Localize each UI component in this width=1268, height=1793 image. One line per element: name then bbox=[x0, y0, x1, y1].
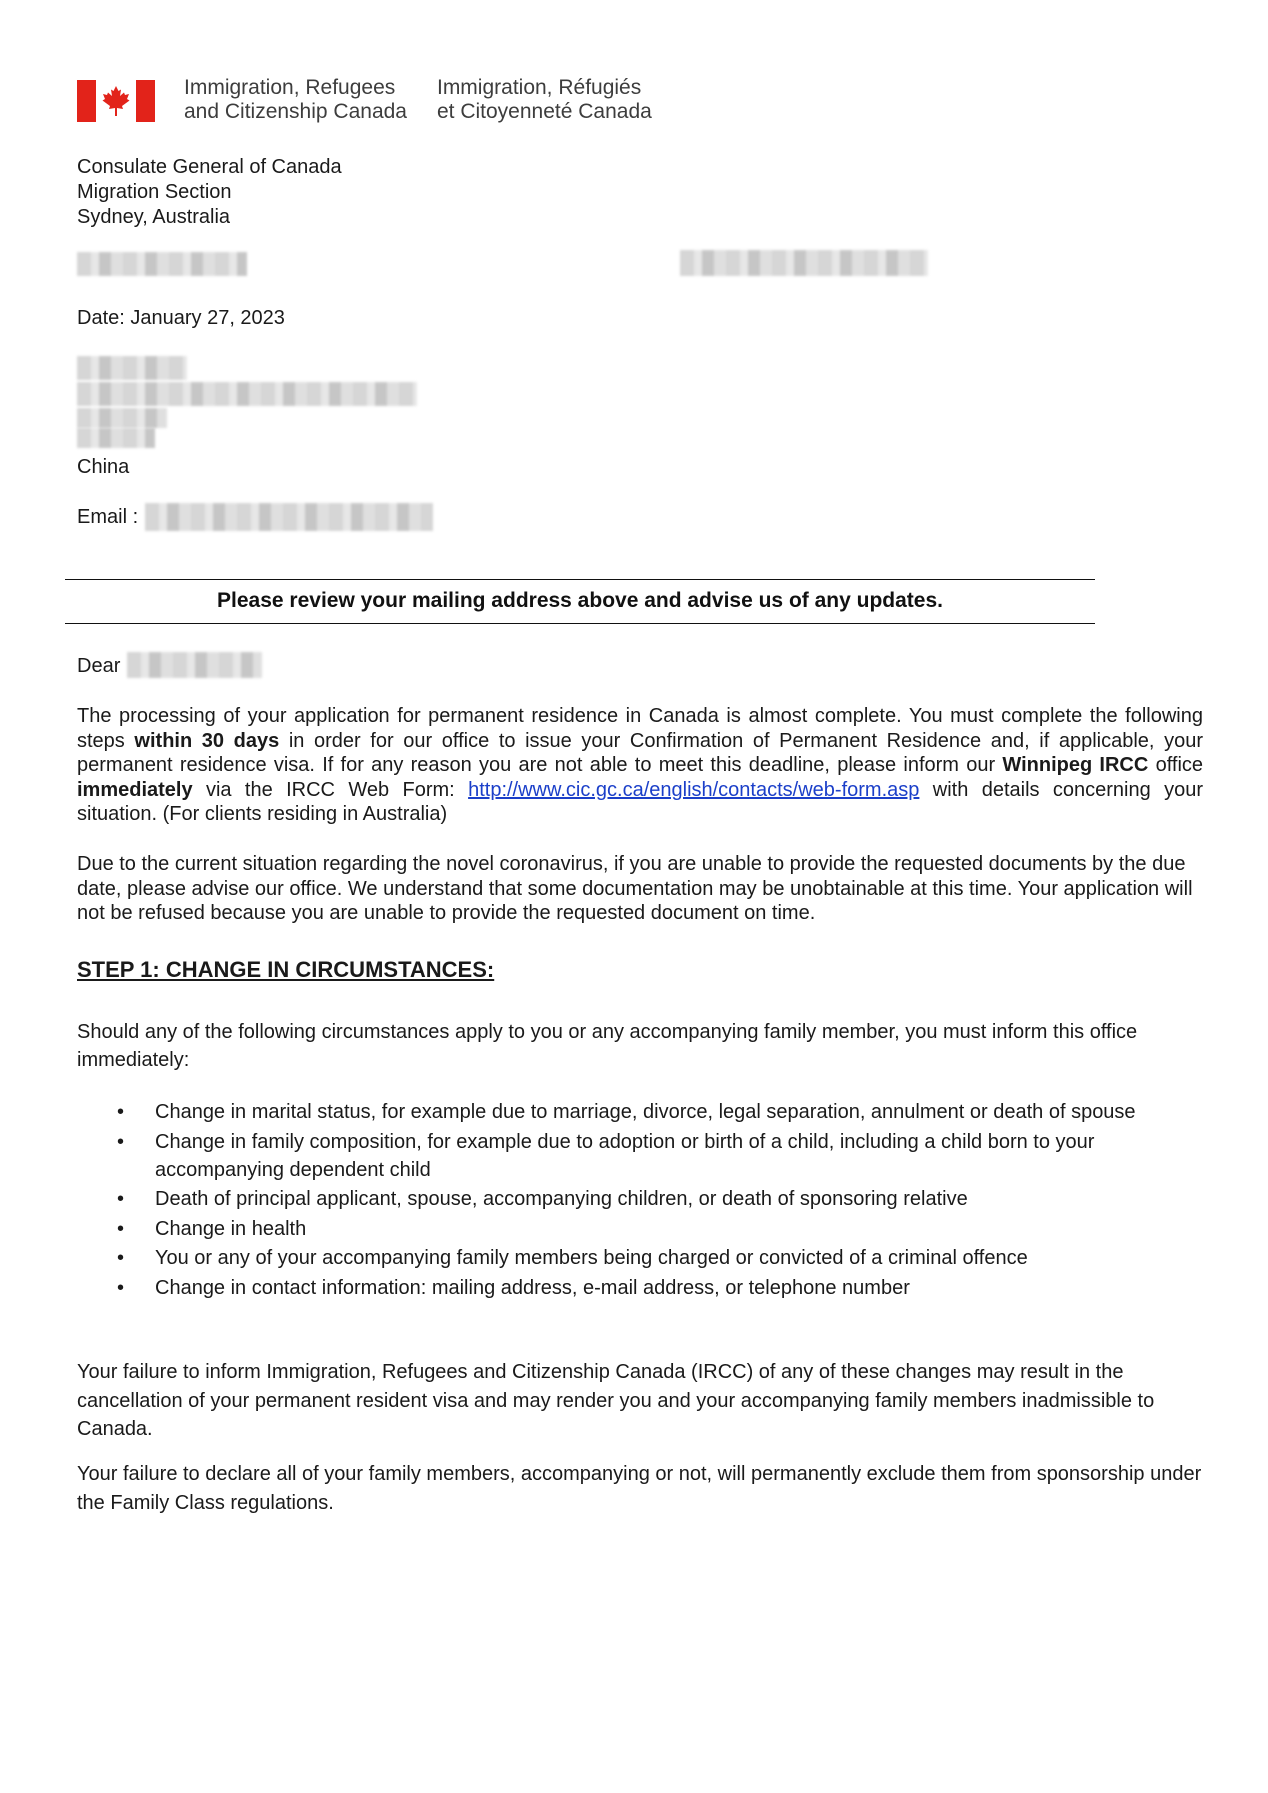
redacted-recipient-address bbox=[77, 382, 417, 406]
redacted-recipient-city bbox=[77, 408, 167, 428]
redacted-recipient-email bbox=[145, 503, 433, 531]
department-name-english: Immigration, Refugees and Citizenship Canada bbox=[184, 76, 407, 123]
letter-date: Date: January 27, 2023 bbox=[77, 307, 285, 329]
list-item: • Change in contact information: mailing address, e-mail address, or telephone number bbox=[110, 1274, 1190, 1302]
list-item: • Change in marital status, for example due to marriage, divorce, legal separation, annulment or death of spouse bbox=[110, 1098, 1190, 1126]
sender-line: Migration Section bbox=[77, 181, 232, 203]
list-item: • You or any of your accompanying family members being charged or convicted of a criminal offence bbox=[110, 1244, 1190, 1272]
circumstances-list bbox=[110, 1098, 1190, 1303]
urgency-emphasis: immediately bbox=[77, 778, 193, 801]
sender-address bbox=[77, 155, 342, 230]
bullet-icon: • bbox=[117, 1101, 125, 1123]
recipient-country: China bbox=[77, 456, 130, 478]
list-item: • Change in family composition, for example due to adoption or birth of a child, including a child born to your accompanying dependent child bbox=[110, 1128, 1190, 1184]
sender-line: Consulate General of Canada bbox=[77, 156, 342, 178]
bullet-icon: • bbox=[117, 1247, 125, 1269]
department-name-french: Immigration, Réfugiés et Citoyenneté Canada bbox=[436, 76, 652, 123]
letterhead bbox=[77, 76, 652, 124]
ircc-web-form-link[interactable]: http://www.cic.gc.ca/english/contacts/web-form.asp bbox=[468, 778, 920, 801]
step1-intro: Should any of the following circumstances apply to you or any accompanying family member, you must inform this office immediately: bbox=[77, 1021, 1138, 1071]
bullet-icon: • bbox=[117, 1130, 125, 1153]
redacted-file-number bbox=[77, 252, 247, 276]
redacted-recipient-name bbox=[77, 356, 187, 380]
redacted-recipient-postal bbox=[77, 428, 155, 448]
list-item: • Change in health bbox=[110, 1215, 1190, 1243]
bullet-icon: • bbox=[117, 1217, 125, 1240]
processing-paragraph: The processing of your application for permanent residence in Canada is almost complete. You must complete the following steps within 30 days in order for our office to issue your Confirmation of Permanent Residence and, if applicable, your permanent residence visa. If for any reason you are not able to meet this deadline, please inform our Winnipeg IRCC office immediately via the IRCC Web Form: http://www.cic.gc.ca/english/contacts/web-form.asp with details concerning your situation. (For clients residing in Australia) bbox=[77, 705, 1204, 825]
failure-to-inform-paragraph: Your failure to inform Immigration, Refugees and Citizenship Canada (IRCC) of any of these changes may result in the cancellation of your permanent resident visa and may render you and your accompanying family members inadmissible to Canada. bbox=[77, 1361, 1155, 1440]
salutation: Dear bbox=[77, 655, 121, 677]
bullet-icon: • bbox=[117, 1276, 125, 1299]
coronavirus-paragraph: Due to the current situation regarding the novel coronavirus, if you are unable to provide the requested documents by the due date, please advise our office. We understand that some documentation may be unobtainable at this time. Your application will not be refused because you are unable to provide the requested document on time. bbox=[77, 853, 1193, 924]
step1-heading: STEP 1: CHANGE IN CIRCUMSTANCES: bbox=[77, 957, 495, 982]
redacted-recipient-salutation-name bbox=[127, 652, 262, 678]
bullet-icon: • bbox=[117, 1188, 125, 1210]
deadline-emphasis: within 30 days bbox=[134, 729, 280, 752]
address-review-notice: Please review your mailing address above and advise us of any updates. bbox=[65, 579, 1095, 624]
recipient-email-label: Email : bbox=[77, 506, 139, 528]
office-name-emphasis: Winnipeg IRCC bbox=[1002, 754, 1149, 776]
redacted-reference-number bbox=[680, 250, 928, 276]
failure-to-declare-paragraph: Your failure to declare all of your family members, accompanying or not, will permanently exclude them from sponsorship under the Family Class regulations. bbox=[77, 1463, 1202, 1514]
sender-line: Sydney, Australia bbox=[77, 206, 231, 228]
list-item: • Death of principal applicant, spouse, accompanying children, or death of sponsoring relative bbox=[110, 1185, 1190, 1213]
canada-flag-icon bbox=[77, 80, 155, 122]
